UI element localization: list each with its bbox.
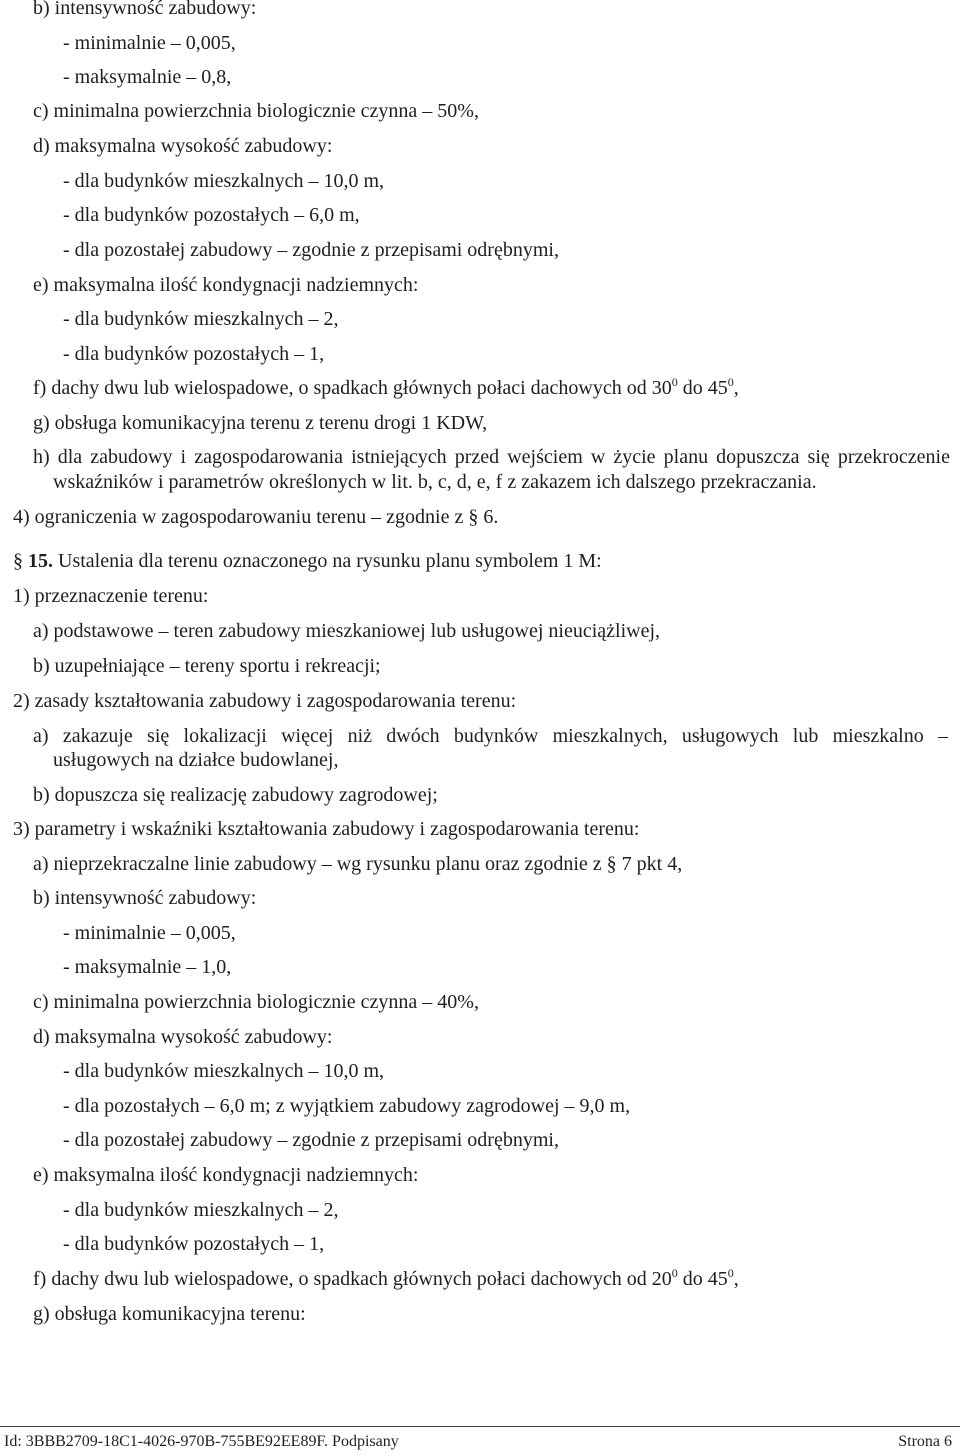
- section-heading: [13, 551, 602, 571]
- bio-area: c) minimalna powierzchnia biologicznie czynna – 40%,: [33, 991, 479, 1013]
- s14-access: g) obsługa komunikacyjna terenu z terenu drogi 1 KDW,: [33, 412, 488, 434]
- s14-height-other-development: - dla pozostałej zabudowy – zgodnie z przepisami odrębnymi,: [63, 239, 559, 261]
- footer-document-id: Id: 3BBB2709-18C1-4026-970B-755BE92EE89F. Podpisany: [4, 1433, 399, 1450]
- rules-prohibition-line-1: a) zakazuje się lokalizacji więcej niż dwóch budynków mieszkalnych, usługowych lub mieszkalno –: [33, 725, 948, 747]
- roofs-text-middle: do 45: [682, 1268, 728, 1290]
- s14-storeys-label: e) maksymalna ilość kondygnacji nadziemnych:: [33, 274, 419, 296]
- roofs-text: f) dachy dwu lub wielospadowe, o spadkach głównych połaci dachowych od 20: [33, 1268, 672, 1290]
- height-label: d) maksymalna wysokość zabudowy:: [33, 1026, 333, 1048]
- s14-height-label: d) maksymalna wysokość zabudowy:: [33, 135, 333, 157]
- intensity-min: - minimalnie – 0,005,: [63, 922, 236, 944]
- roofs-text-end: ,: [733, 1268, 739, 1290]
- access: g) obsługa komunikacyjna terenu:: [33, 1303, 306, 1325]
- footer-page-number: Strona 6: [898, 1433, 952, 1450]
- s14-height-residential: - dla budynków mieszkalnych – 10,0 m,: [63, 170, 385, 192]
- section-number: 15.: [28, 550, 53, 572]
- storeys-other-buildings: - dla budynków pozostałych – 1,: [63, 1233, 325, 1255]
- s14-bio-area: c) minimalna powierzchnia biologicznie czynna – 50%,: [33, 100, 479, 122]
- intensity-max: - maksymalnie – 1,0,: [63, 956, 232, 978]
- roofs: [33, 1266, 739, 1290]
- parameters-label: 3) parametry i wskaźniki kształtowania zabudowy i zagospodarowania terenu:: [13, 818, 640, 840]
- s14-roofs-text: f) dachy dwu lub wielospadowe, o spadkach głównych połaci dachowych od 30: [33, 377, 672, 399]
- s14-storeys-residential: - dla budynków mieszkalnych – 2,: [63, 308, 339, 330]
- s14-intensity-max: - maksymalnie – 0,8,: [63, 66, 232, 88]
- rules-prohibition-line-2: usługowych na działce budowlanej,: [53, 749, 339, 771]
- section-title: Ustalenia dla terenu oznaczonego na rysunku planu symbolem 1 M:: [58, 550, 602, 572]
- s14-existing-line-2: wskaźników i parametrów określonych w lit. b, c, d, e, f z zakazem ich dalszego przekraczania.: [53, 471, 817, 493]
- height-other-development: - dla pozostałej zabudowy – zgodnie z przepisami odrębnymi,: [63, 1129, 559, 1151]
- s14-roofs-text-end: ,: [733, 377, 739, 399]
- s14-existing-line-1: h) dla zabudowy i zagospodarowania istniejących przed wejściem w życie planu dopuszcza się przekroczenie: [33, 446, 950, 468]
- s14-height-other-buildings: - dla budynków pozostałych – 6,0 m,: [63, 204, 360, 226]
- s14-roofs-degree-sign: 0: [671, 375, 678, 389]
- purpose-supplementary: b) uzupełniające – tereny sportu i rekreacji;: [33, 655, 381, 677]
- storeys-residential: - dla budynków mieszkalnych – 2,: [63, 1199, 339, 1221]
- rules-farm: b) dopuszcza się realizację zabudowy zagrodowej;: [33, 784, 438, 806]
- storeys-label: e) maksymalna ilość kondygnacji nadziemnych:: [33, 1164, 419, 1186]
- height-residential: - dla budynków mieszkalnych – 10,0 m,: [63, 1060, 385, 1082]
- s14-roofs-text-middle: do 45: [682, 377, 728, 399]
- building-lines: a) nieprzekraczalne linie zabudowy – wg rysunku planu oraz zgodnie z § 7 pkt 4,: [33, 853, 683, 875]
- s14-roofs: [33, 375, 739, 399]
- s14-intensity-min: - minimalnie – 0,005,: [63, 32, 236, 54]
- intensity-label: b) intensywność zabudowy:: [33, 887, 257, 909]
- roofs-degree-sign: 0: [671, 1266, 678, 1280]
- s14-storeys-other-buildings: - dla budynków pozostałych – 1,: [63, 343, 325, 365]
- height-other: - dla pozostałych – 6,0 m; z wyjątkiem zabudowy zagrodowej – 9,0 m,: [63, 1095, 631, 1117]
- purpose-basic: a) podstawowe – teren zabudowy mieszkaniowej lub usługowej nieuciążliwej,: [33, 620, 661, 642]
- purpose-label: 1) przeznaczenie terenu:: [13, 585, 209, 607]
- s14-intensity-label: b) intensywność zabudowy:: [33, 0, 257, 19]
- rules-label: 2) zasady kształtowania zabudowy i zagospodarowania terenu:: [13, 690, 517, 712]
- s14-roofs-degree-sign-2: 0: [727, 375, 734, 389]
- roofs-degree-sign-2: 0: [727, 1266, 734, 1280]
- s14-restrictions: 4) ograniczenia w zagospodarowaniu terenu – zgodnie z § 6.: [13, 506, 499, 528]
- footer-divider: [0, 1426, 960, 1427]
- section-sign: §: [13, 550, 23, 572]
